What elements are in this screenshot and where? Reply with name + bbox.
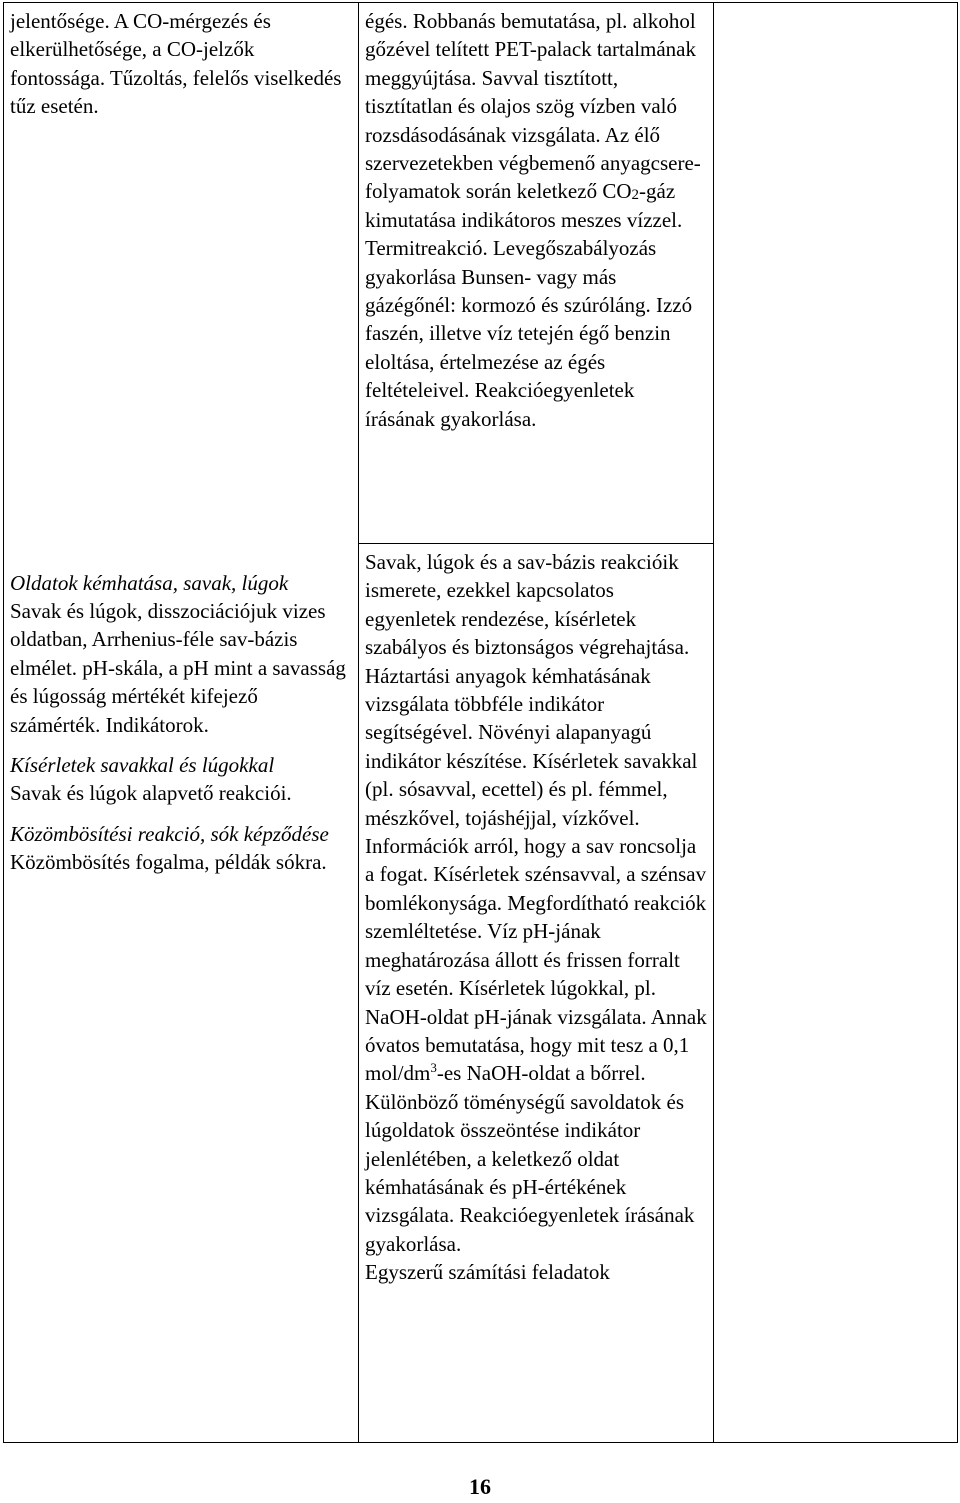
- activities-cell-2: [359, 544, 714, 1443]
- activities-text-2a: Savak, lúgok és a sav-bázis reakcióik ismerete, ezekkel kapcsolatos egyenletek rendezése, kísérletek szabályos és biztonságos végrehajtása.: [365, 550, 690, 660]
- activities-text-2b: Háztartási anyagok kémhatásának vizsgálata többféle indikátor segítségével. Növényi alapanyagú indikátor készítése. Kísérletek savakkal (pl. sósavval, ecettel) és pl. fémmel, mészkővel, tojáshéjjal, vízkővel. Információk arról, hogy a sav roncsolja a fogat. Kísérletek szénsavval, a szénsav bomlékonysága. Megfordítható reakciók szemléltetése. Víz pH-jának meghatározása állott és frissen forralt víz esetén. Kísérletek lúgokkal, pl. NaOH-oldat pH-jának vizsgálata. Annak óvatos bemutatása, hogy mit tesz a 0,1 mol/$dm^3-es$ NaOH-oldat a bőrrel. Különböző töménységű savoldatok és lúgoldatok összeöntése indikátor jelenlétében, a keletkező oldat kémhatásának és pH-értékének vizsgálata. Reakcióegyenletek írásának gyakorlása.: [365, 663, 707, 1256]
- curriculum-table: [3, 2, 958, 1443]
- topic2-title: Kísérletek savakkal és lúgokkal: [10, 753, 275, 778]
- page-number: 16: [469, 1474, 491, 1499]
- topic1-text: Savak és lúgok, disszociációjuk vizes oldatban, Arrhenius-féle sav-bázis elmélet. pH-skála, a pH mint a savasság és lúgosság mértékét kifejező számérték. Indikátorok.: [10, 599, 346, 737]
- topic3-title: Közömbösítési reakció, sók képződése: [10, 821, 329, 846]
- topic1-title: Oldatok kémhatása, savak, lúgok: [10, 570, 289, 595]
- table-row: [4, 3, 958, 544]
- notes-cell: [714, 3, 958, 1443]
- topic3-text: Közömbösítés fogalma, példák sókra.: [10, 850, 327, 875]
- activities-text-1: égés. Robbanás bemutatása, pl. alkohol gőzével telített PET-palack tartalmának meggyújtása. Savval tisztított, tisztítatlan és olajos szög vízben való rozsdásodásának vizsgálata. Az élő szervezetekben végbemenő anyagcsere-folyamatok során keletkező $CO_2$-gáz kimutatása indikátoros meszes vízzel. Termitreakció. Levegőszabályozás gyakorlása Bunsen- vagy más gázégőnél: kormozó és szúróláng. Izzó faszén, illetve víz tetején égő benzin eloltása, értelmezése az égés feltételeivel. Reakcióegyenletek írásának gyakorlása.: [365, 9, 701, 431]
- activities-text-2d: Egyszerű számítási feladatok: [365, 1260, 610, 1285]
- activities-cell-1: [359, 3, 714, 544]
- intro-text: jelentősége. A CO-mérgezés és elkerülhetősége, a CO-jelzők fontossága. Tűzoltás, felelős viselkedés tűz esetén.: [10, 9, 342, 119]
- topics-cell: [4, 3, 359, 1443]
- topic2-text: Savak és lúgok alapvető reakciói.: [10, 781, 292, 806]
